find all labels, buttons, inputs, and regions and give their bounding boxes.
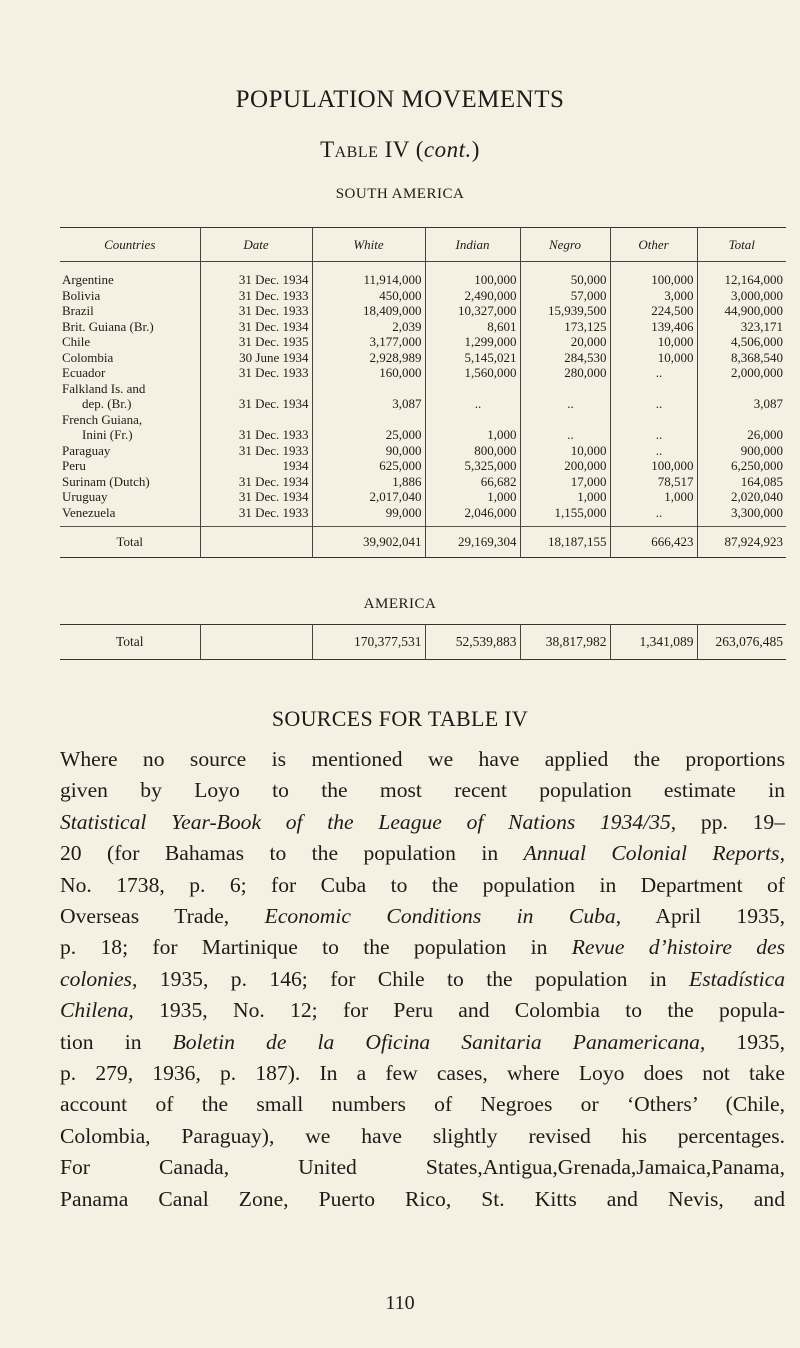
page-number: 110 (385, 1292, 415, 1314)
country-cell: dep. (Br.) (82, 396, 132, 411)
text-line (60, 964, 785, 995)
italic-title: Economic Conditions in Cuba (264, 904, 616, 929)
date-cell: 31 Dec. 1933 (200, 427, 312, 443)
table-row (60, 505, 786, 527)
text-run: p. 279, 1936, p. 187). In a few cases, where Loyo does not take (60, 1061, 785, 1086)
date-cell: 1934 (200, 458, 312, 474)
date-cell: 31 Dec. 1935 (200, 334, 312, 350)
column-header-date: Date (200, 228, 312, 262)
column-header-negro: Negro (520, 228, 610, 262)
table-row (60, 365, 786, 381)
text-run: Overseas Trade, (60, 904, 265, 929)
white-cell: 11,914,000 (312, 262, 425, 288)
text-run: tion in (60, 1029, 173, 1054)
country-cell: Chile (62, 334, 91, 349)
total-cell: 87,924,923 (697, 527, 786, 558)
text-run: Colombia, Paraguay), we have slightly revised his percentages. (60, 1123, 785, 1148)
white-cell: 2,039 (312, 319, 425, 335)
indian-cell: 52,539,883 (425, 625, 520, 660)
empty-cell (425, 381, 520, 397)
white-cell: 3,087 (312, 396, 425, 412)
empty-cell (200, 381, 312, 397)
total-cell: 900,000 (697, 443, 786, 459)
country-cell: Ecuador (62, 365, 106, 380)
indian-cell: 8,601 (425, 319, 520, 335)
total-row (60, 527, 786, 558)
indian-cell: 10,327,000 (425, 303, 520, 319)
total-cell: 3,087 (697, 396, 786, 412)
text-line (60, 1121, 785, 1152)
empty-cell (312, 412, 425, 428)
indian-cell: 1,000 (425, 489, 520, 505)
table-row (60, 303, 786, 319)
other-cell: 100,000 (610, 262, 697, 288)
empty-cell (697, 381, 786, 397)
negro-cell: 57,000 (520, 288, 610, 304)
country-cell: Colombia (62, 349, 114, 365)
text-line (60, 870, 785, 901)
table-row-continuation (60, 381, 786, 397)
total-cell: 4,506,000 (697, 334, 786, 350)
table-row (60, 489, 786, 505)
empty-cell (610, 412, 697, 428)
running-head: POPULATION MOVEMENTS (235, 86, 565, 113)
country-cell: Falkland Is. and (62, 380, 146, 396)
country-cell: Paraguay (62, 442, 111, 458)
table-row (60, 427, 786, 443)
other-cell: 666,423 (610, 527, 697, 558)
table-row (60, 262, 786, 288)
table-title-suffix: ) (471, 137, 480, 162)
italic-title: Revue d’histoire des (571, 935, 785, 960)
other-cell: 3,000 (610, 288, 697, 304)
total-cell: 6,250,000 (697, 458, 786, 474)
total-cell: 2,020,040 (697, 489, 786, 505)
country-cell: Brazil (62, 303, 94, 318)
country-cell: French Guiana, (62, 411, 143, 427)
country-cell: Inini (Fr.) (82, 427, 133, 442)
date-cell: 31 Dec. 1933 (200, 443, 312, 459)
text-run: , (779, 841, 785, 866)
date-cell: 31 Dec. 1934 (200, 396, 312, 412)
negro-cell: 10,000 (520, 443, 610, 459)
italic-title: Estadística (689, 966, 785, 991)
total-label: Total (115, 634, 144, 650)
country-cell: Uruguay (62, 489, 108, 504)
text-run: No. 1738, p. 6; for Cuba to the population in Department of (60, 872, 785, 897)
other-cell: 100,000 (610, 458, 697, 474)
section-heading-america: AMERICA (363, 596, 437, 612)
column-header-white: White (312, 228, 425, 262)
negro-cell: 18,187,155 (520, 527, 610, 558)
text-line (60, 901, 785, 932)
text-run: , pp. 19– (670, 809, 785, 834)
text-line (60, 1184, 785, 1215)
negro-cell: 15,939,500 (520, 303, 610, 319)
indian-cell: 1,000 (425, 427, 520, 443)
white-cell: 39,902,041 (312, 527, 425, 558)
text-line (60, 744, 785, 775)
text-run: Panama Canal Zone, Puerto Rico, St. Kitts and Nevis, and (60, 1186, 785, 1211)
indian-cell: 100,000 (425, 262, 520, 288)
white-cell: 18,409,000 (312, 303, 425, 319)
total-cell: 44,900,000 (697, 303, 786, 319)
negro-cell: 200,000 (520, 458, 610, 474)
text-run: 20 (for Bahamas to the population in (60, 841, 524, 866)
total-cell: 263,076,485 (697, 625, 786, 660)
other-cell: .. (610, 505, 697, 527)
text-run: , April 1935, (615, 904, 785, 929)
table-row (60, 443, 786, 459)
other-cell: .. (610, 396, 697, 412)
text-run: For Canada, United States,Antigua,Grenada,Jamaica,Panama, (60, 1155, 785, 1180)
total-cell: 3,300,000 (697, 505, 786, 527)
negro-cell: 1,155,000 (520, 505, 610, 527)
other-cell: 1,000 (610, 489, 697, 505)
text-run: p. 18; for Martinique to the population in (60, 935, 572, 960)
text-run: given by Loyo to the most recent population estimate in (60, 778, 785, 803)
indian-cell: 66,682 (425, 474, 520, 490)
date-cell (200, 625, 312, 660)
negro-cell: .. (520, 396, 610, 412)
date-cell: 31 Dec. 1934 (200, 262, 312, 288)
country-cell: Surinam (Dutch) (62, 473, 150, 489)
text-line (60, 1152, 785, 1183)
total-cell: 164,085 (697, 474, 786, 490)
indian-cell: 2,490,000 (425, 288, 520, 304)
indian-cell: 1,560,000 (425, 365, 520, 381)
table-title-prefix: Table IV ( (320, 137, 424, 162)
empty-cell (697, 412, 786, 428)
table-row (60, 334, 786, 350)
table-row (60, 474, 786, 490)
other-cell: .. (610, 427, 697, 443)
empty-cell (312, 381, 425, 397)
indian-cell: 5,145,021 (425, 350, 520, 366)
indian-cell: 800,000 (425, 443, 520, 459)
column-header-other: Other (610, 228, 697, 262)
empty-cell (520, 381, 610, 397)
table-header-row (60, 228, 786, 262)
white-cell: 170,377,531 (312, 625, 425, 660)
text-line (60, 1027, 785, 1058)
section-heading-south-america: SOUTH AMERICA (335, 186, 465, 202)
white-cell: 160,000 (312, 365, 425, 381)
indian-cell: 1,299,000 (425, 334, 520, 350)
sources-paragraph (60, 744, 785, 1215)
south-america-table (60, 227, 786, 558)
table-row-continuation (60, 412, 786, 428)
total-cell: 3,000,000 (697, 288, 786, 304)
column-header-indian: Indian (425, 228, 520, 262)
total-cell: 12,164,000 (697, 262, 786, 288)
date-cell: 31 Dec. 1934 (200, 319, 312, 335)
other-cell: 224,500 (610, 303, 697, 319)
other-cell: 78,517 (610, 474, 697, 490)
country-cell: Brit. Guiana (Br.) (62, 318, 154, 334)
negro-cell: 280,000 (520, 365, 610, 381)
text-run: , 1935, No. 12; for Peru and Colombia to the popula- (128, 998, 785, 1023)
america-total-row (60, 625, 786, 660)
empty-cell (425, 412, 520, 428)
text-line (60, 775, 785, 806)
table-row (60, 350, 786, 366)
date-cell: 31 Dec. 1933 (200, 365, 312, 381)
column-header-total: Total (697, 228, 786, 262)
other-cell: .. (610, 443, 697, 459)
italic-title: colonies (60, 966, 132, 991)
white-cell: 1,886 (312, 474, 425, 490)
country-cell: Argentine (62, 272, 114, 287)
date-cell: 31 Dec. 1933 (200, 505, 312, 527)
italic-title: Annual Colonial Reports (523, 841, 780, 866)
empty-cell (200, 412, 312, 428)
table-row (60, 396, 786, 412)
white-cell: 2,017,040 (312, 489, 425, 505)
country-cell: Bolivia (62, 287, 101, 303)
america-table (60, 624, 786, 660)
negro-cell: 20,000 (520, 334, 610, 350)
text-line (60, 807, 785, 838)
indian-cell: .. (425, 396, 520, 412)
table-row (60, 458, 786, 474)
date-cell: 31 Dec. 1934 (200, 489, 312, 505)
white-cell: 2,928,989 (312, 350, 425, 366)
total-label: Total (60, 527, 200, 558)
negro-cell: 50,000 (520, 262, 610, 288)
white-cell: 625,000 (312, 458, 425, 474)
text-run: , 1935, p. 146; for Chile to the population in (131, 966, 690, 991)
negro-cell: 173,125 (520, 319, 610, 335)
date-cell: 31 Dec. 1933 (200, 303, 312, 319)
column-header-countries: Countries (60, 228, 200, 262)
white-cell: 450,000 (312, 288, 425, 304)
other-cell: 139,406 (610, 319, 697, 335)
total-cell: 2,000,000 (697, 365, 786, 381)
country-cell: Venezuela (62, 504, 116, 520)
date-cell (200, 527, 312, 558)
negro-cell: 38,817,982 (520, 625, 610, 660)
date-cell: 31 Dec. 1933 (200, 288, 312, 304)
text-line (60, 932, 785, 963)
indian-cell: 5,325,000 (425, 458, 520, 474)
white-cell: 99,000 (312, 505, 425, 527)
text-run: Where no source is mentioned we have applied the proportions (60, 747, 785, 771)
sources-heading: SOURCES FOR TABLE IV (271, 706, 529, 731)
text-run: account of the small numbers of Negroes or ‘Others’ (Chile, (60, 1092, 785, 1117)
total-cell: 26,000 (697, 427, 786, 443)
white-cell: 90,000 (312, 443, 425, 459)
date-cell: 30 June 1934 (200, 350, 312, 366)
other-cell: 10,000 (610, 334, 697, 350)
other-cell: 10,000 (610, 350, 697, 366)
negro-cell: 284,530 (520, 350, 610, 366)
other-cell: 1,341,089 (610, 625, 697, 660)
italic-title: Boletin de la Oficina Sanitaria Panamericana (172, 1029, 700, 1054)
date-cell: 31 Dec. 1934 (200, 474, 312, 490)
empty-cell (520, 412, 610, 428)
table-row (60, 288, 786, 304)
negro-cell: 17,000 (520, 474, 610, 490)
indian-cell: 29,169,304 (425, 527, 520, 558)
negro-cell: .. (520, 427, 610, 443)
table-row (60, 319, 786, 335)
table-title (0, 137, 800, 163)
other-cell: .. (610, 365, 697, 381)
text-line (60, 1058, 785, 1089)
table-title-cont: cont. (423, 137, 472, 162)
negro-cell: 1,000 (520, 489, 610, 505)
italic-title: Statistical Year-Book of the League of Nations 1934/35 (60, 809, 671, 834)
text-line (60, 1089, 785, 1120)
country-cell: Peru (62, 458, 86, 473)
indian-cell: 2,046,000 (425, 505, 520, 527)
text-line (60, 995, 785, 1026)
text-run: , 1935, (699, 1029, 786, 1054)
text-line (60, 838, 785, 869)
white-cell: 25,000 (312, 427, 425, 443)
total-cell: 8,368,540 (697, 350, 786, 366)
empty-cell (610, 381, 697, 397)
italic-title: Chilena (60, 998, 129, 1023)
white-cell: 3,177,000 (312, 334, 425, 350)
total-cell: 323,171 (697, 319, 786, 335)
